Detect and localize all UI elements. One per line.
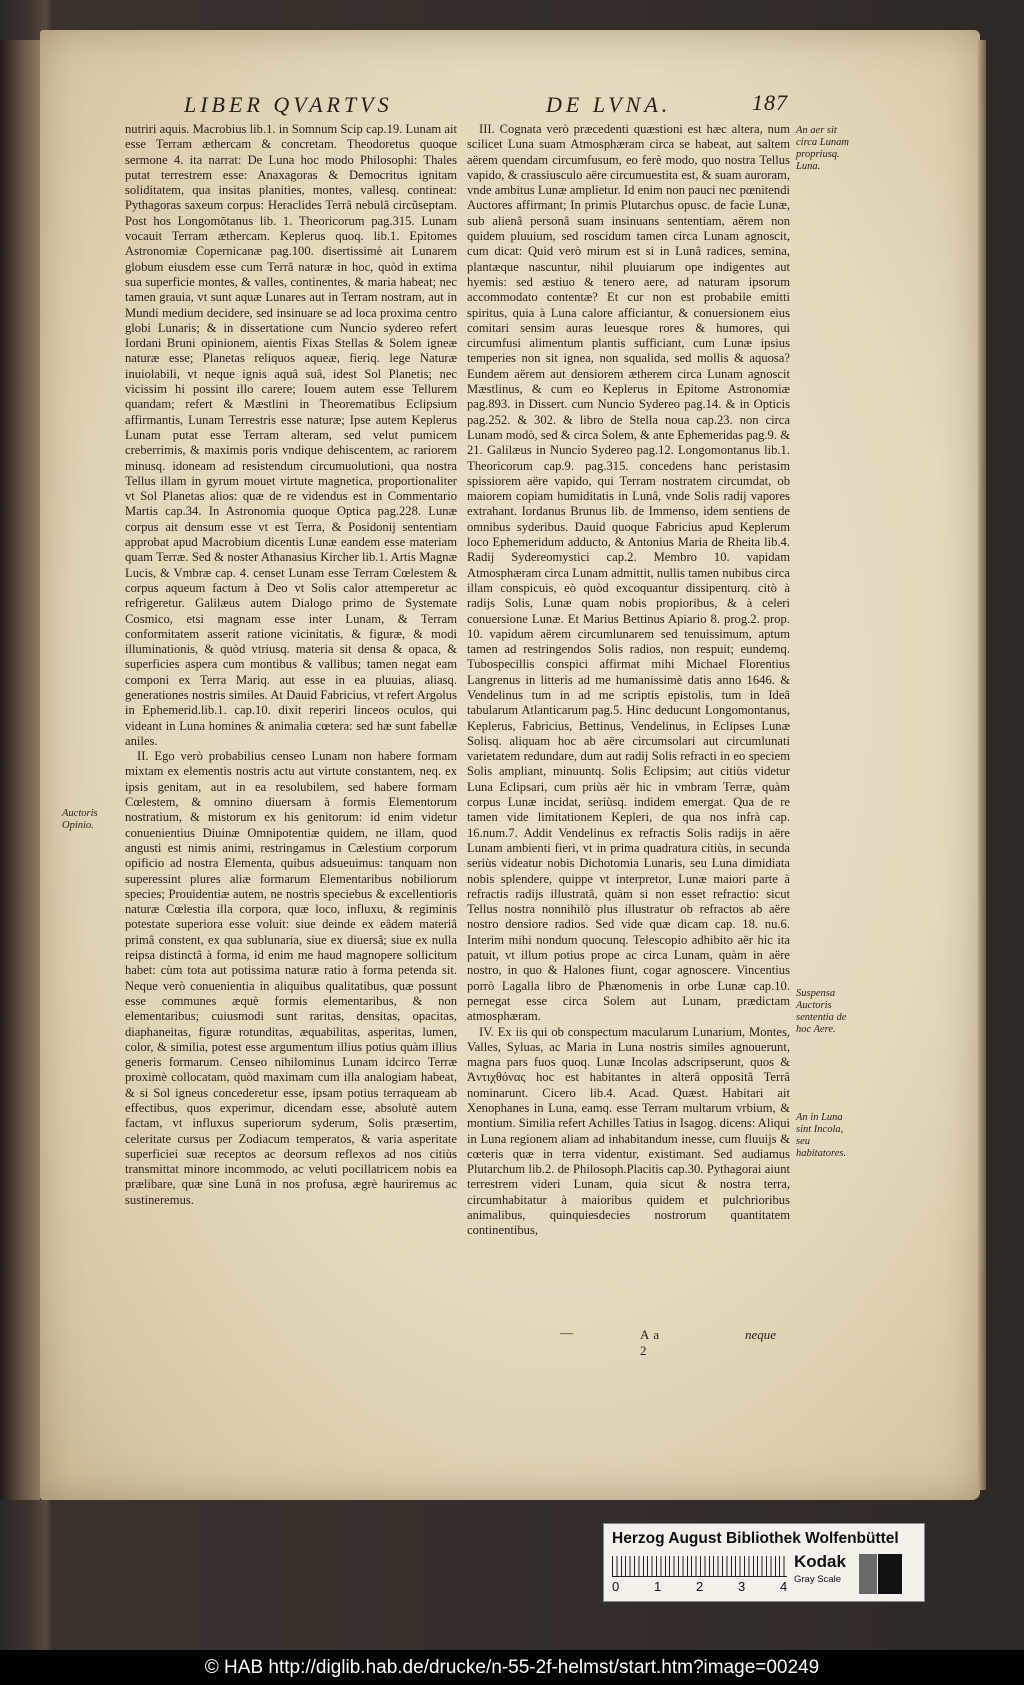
library-name: Herzog August Bibliothek Wolfenbüttel [612, 1530, 899, 1547]
copyright-bar: © HAB http://diglib.hab.de/drucke/n-55-2f-helmst/start.htm?image=00249 [0, 1650, 1024, 1685]
header-left: LIBER QVARTVS [184, 92, 393, 117]
right-column [467, 122, 790, 1239]
margin-note-aer: An aer sit circa Lunam propriusq. Luna. [796, 125, 849, 172]
black-swatch [878, 1554, 902, 1594]
right-paragraph-2: IV. Ex iis qui ob conspectum macularum Lunarium, Montes, Valles, Syluas, ac Maria in Luna nostris similes agnouerunt, magna pars fuos quoq. Lunæ Incolas adscripserunt, quos & Ἀντιχθόνας hoc est habitantes in alterâ oppositâ Terrâ nominarunt. Cicero lib.4. Acad. Quæst. Habitari ait Xenophanes in Luna, eamq. esse Terram multarum vrbium, & montium. Similia refert Achilles Tatius in Isagog. dicens: Aliqui in Luna regionem aliam ad inhabitandum inesse, cum fluuijs & cœteris quæ in terra videntur, existimant. Sed audiamus Plutarchum lib.2. de Philosoph.Placitis cap.30. Pythagorai aiunt terrestrem videri Lunam, quia sicut & nostra terra, circumhabitatur à maioribus quidem et pulchrioribus animalibus, quinquiesdecies nostrorum quantitatem continentibus, [467, 1024, 790, 1238]
gray-scale-label: Gray Scale [794, 1574, 841, 1585]
page-number: 187 [752, 90, 788, 115]
catchword: neque [745, 1327, 777, 1342]
margin-note-incola: An in Luna sint Incola, seu habitatores. [796, 1112, 847, 1159]
ruler-number: 4 [780, 1579, 788, 1594]
library-scale-card [603, 1523, 925, 1602]
footer-dash: — [560, 1325, 573, 1340]
margin-note-suspensa: Suspensa Auctoris sententia de hoc Aere. [796, 988, 847, 1035]
left-paragraph-2: II. Ego verò probabilius censeo Lunam non habere formam mixtam ex elementis nostris actu aut virtute constantem, neq. ex ipsis genitam, aut in ea resolubilem, sed habere formam Cœlestem, & omnino diuersam à formis Elementorum nostratium, & mistorum ex his genitorum: id enim videtur conuenientius Diuinæ Omnipotentiæ quidem, ne illam, quod angusti est nimis animi, restringamus in Cælestium corporum opificio ad nostra Elementa, quibus adsueuimus: tanquam non superessint plures aliæ formarum Elementaribus nobiliorum species; Prouidentiæ autem, ne nostris speciebus & excellentioris naturæ Cœlestia illa corpora, quæ loco, influxu, & regiminis potestate superiora esse voluit: siue deinde ex eâdem materiâ primâ constent, ex qua sublunaria, siue ex diuersâ; siue ex nulla reipsa distinctâ à forma, id enim me haud magnopere sollicitum habet: cùm tota aut potissima naturæ ratio à forma petenda sit. Neque verò conuenientia in aliquibus qualitatibus, quæ possunt esse communes æquè formis elementaribus, & non elementaribus; cuiusmodi sunt raritas, densitas, opacitas, diaphaneitas, figuræ rotunditas, æquabilitas, asperitas, lumen, color, & similia, potest esse argumentum illius potius quàm illius generis formarum. Censeo nihilominus Lunam idcirco Terræ proximè collocatam, quòd maximam cum illa analogiam habeat, & si Sol igneus concederetur esse, ipsam potius terraqueam ab effectibus, quos experimur, dicendam esse, absolutè autem factam, vt influxus superiorum syderum, Solis præsertim, celeritate cursus per Zodiacum temperatos, & varia asperitate superficiei suæ receptos ac deorsum reflexos ad nos citiùs transmittat minore incommodo, ac veluti pocillatricem nobis ea prælibare, quæ sine Lunâ in nos profusa, ægrè hauriremus ac sustineremus. [125, 749, 457, 1207]
ruler-number: 2 [696, 1579, 704, 1594]
facing-page-edge [0, 40, 41, 1500]
left-column [125, 122, 457, 1208]
ruler-number: 3 [738, 1579, 746, 1594]
running-header [180, 92, 800, 122]
gray-swatch [859, 1554, 877, 1594]
margin-note-auctoris: Auctoris Opinio. [62, 808, 98, 831]
left-paragraph-1: nutriri aquis. Macrobius lib.1. in Somnum Scip cap.19. Lunam ait esse Terram æthercam & concretam. Theodoretus quoque sermone 4. ita narrat: De Luna hoc modo Philosophi: Thales putat terrestrem esse: Anaxagoras & Democritus ignitam soliditatem, qua insitas planities, montes, vallesq. contineat: Pythagoras saxeum corpus: Heraclides Terrâ nebulâ circũseptam. Post hos Longomōtanus lib. 1. Theoricorum pag.315. Lunam vocauit Terram æthercam. Keplerus quoq. lib.1. Epitomes Astronomiæ Copernicanæ pag.100. disertissimè ait Lunarem globum eiusdem esse cum Terrâ naturæ in hoc, quòd in extima sua superficie montes, & valles, continentes, & maria habeat; nec tamen grauia, vt sunt aquæ Lunares aut in Terram nostram, aut in Mundi medium decidere, sed insinuare se ad loca proxima centro globi Lunaris; & in dissertatione cum Nuncio sydereo refert Iordani Bruni opinionem, aientis Fixas Stellas & Solem igneæ naturæ esse; Planetas reliquos aqueæ, fieriq. lege Naturæ inuiolabili, vt neque ignis aquâ suâ, idest Sol Planetis; nec vicissim hi possint illo carere; Iouem autem esse Tellurem quandam; refert & Mæstlini in Theorematibus Eclipsium affirmantis, Lunam Terrestris esse naturæ; Ipse autem Keplerus Lunam putat esse Terram alteram, sed velut pumicem creberrimis, & maximis poris vndique dehiscentem, ac rariorem minusq. idoneam ad resistendum circumuolutioni, qua nostra Tellus illam in gyrum mouet virtute magnetica, proportionaliter vt Sol Planetas alios: quæ de re videndus est in Commentario Martis cap.34. In Astronomia quoque Optica pag.228. Lunæ corpus ait densum esse vt est Terra, & Posidonij sententiam approbat apud Macrobium dicentis Lunæ eandem esse materiam quam Terræ. Sed & noster Athanasius Kircher lib.1. Artis Magnæ Lucis, & Vmbræ cap. 4. censet Lunam esse Terram Cœlestem & corpus aqueum factum à Deo vt Solis calor attemperetur ac refrigeretur. Galilæus autem Dialogo primo de Systemate Cosmico, etsi magnam esse inter Lunam, & Terram conformitatem asserit ratione vicinitatis, & figuræ, & modi illuminationis, & quòd vtriusq. materia sit densa & opaca, & superficies aspera cum montibus & vallibus; tamen negat eam componi ex Terra Mariq. aut esse in ea pluuias, aliasq. generationes nostris similes. At Dauid Fabricius, vt refert Argolus in Ephemerid.lib.1. cap.10. dixit reperiri linceos oculos, qui videant in Luna homines & animalia cœtera: sed hæ sunt fabellæ aniles. [125, 122, 457, 748]
right-paragraph-1: III. Cognata verò præcedenti quæstioni est hæc altera, num scilicet Luna suam Atmosphæram circa se habeat, aut saltem aërem quendam circumfusum, eo ferè modo, quo nostra Tellus vapido, & crassiusculo aëre circumuestita est, & suam auroram, vnde ambitus Lunæ amplietur. Id enim non pauci nec pœnitendi Auctores affirmant; In primis Plutarchus opusc. de facie Lunæ, sub alienâ personâ suam insinuans sententiam, aërem non quidem pluuium, sed roscidum tamen circa Lunam agnoscit, cum dicat: Quid verò mirum est si in Lunâ radices, semina, plantæque nascuntur, nihil pluuiarum ope indigentes aut hyemis: sed æstiuo & tenero aere, ad naturam ipsorum accommodato contentæ? Et cur non est probabile emitti spiritus, quia à Luna calore afficiantur, & conuersionem eius comitari sensim auras leuesque rores & humores, qui circumfusi alimentum plantis sufficiant, cum Lunæ ipsius temperies non sit ignea, non squalida, sed mollis & aquosa? Eundem aërem aut densiorem ætherem circa Lunam agnoscit Mæstlinus, & cum eo Keplerus in Epitome Astronomiæ pag.893. in Dissert. cum Nuncio Sydereo pag.14. & in Opticis pag.252. & 302. & libro de Stella noua cap.23. non circa Lunam modò, sed & circa Solem, & ante Ephemeridas pag.9. & 21. Galilæus in Nuncio Sydereo pag.12. Longomontanus lib.1. Theoricorum cap.9. pag.315. concedens hanc peristasim spissiorem aëre vapido, qui Terram nostratem circumdat, ob maiorem copiam humiditatis in Lunâ, vnde Solis radij vapores extrahant. Iordanus Brunus lib. de Immenso, idem sentiens de omnibus syderibus. Dauid quoque Fabricius apud Keplerum loco Ephemeridum adducto, & Antonius Maria de Rheita lib.4. Radij Sydereomystici cap.2. Membro 10. vapidam Atmosphæram circa Lunam admittit, nullis tamen nubibus circa illam conspicuis, eò quòd excoquantur dissipenturq. citò à radijs Solis, Lunæ quam nobis propioribus, & à celeri conuersione Lunæ. Et Marius Bettinus Apiario 8. prog.2. prop. 10. vapidum aërem circumlunarem sed tenuissimum, aptum tamen ad restringendos Solis radios, non respuit; eundemq. Tubospecillis conspici affirmat mihi Michael Florentius Langrenus in litteris ad me humanissimè datis anno 1646. & Vendelinus tum in ad me scriptis epistolis, tum in Ideâ tabularum Atlanticarum pag.5. Hinc deducunt Longomontanus, Keplerus, Fabricius, Bettinus, Vendelinus, in Eclipses Lunæ Solisq. aliquam hoc ab aëre circumsolari aut circumlunati varietatem redundare, dum aut radij Solis refracti in eo speciem Solis ampliant, minuuntq. Solis Eclipsim; aut citiùs videtur Luna Eclipsari, cum priùs aër hic in vmbram Terræ, quàm corpus Lunæ incidat, seriùsq. indidem emergat. Qua de re tamen vide limitationem Kepleri, de qua nos infrà cap. 16.num.7. Addit Vendelinus ex refractis Solis radijs in aëre Lunam ambienti fieri, vt in prima quadratura citiùs, in secunda seriùs videatur nobis Dichotomia Lunaris, seu Luna dimidiata nobis splendere, quippe vt interpretor, Lunæ maiori parte à refractis radijs illustratâ, quàm si non esset refractio: sicut Tellus nostra nonnihilò plus illustratur ob refractos ab aëre nostro densiore radios. Sed vide quæ dicam cap. 18. nu.6. Interim mihi nondum quocunq. Telescopio adhibito aër hic ita patuit, vt illum potius prope ac circa Lunam, quàm in aëre nostro, in quo & Halones fiunt, cogar agnoscere. Vincentius porrò Lagalla libro de Phænomenis in orbe Lunæ cap.10. pernegat esse circa Solem aut Lunam, prædictam atmosphæram. [467, 122, 790, 1024]
header-right: DE LVNA. [546, 92, 672, 117]
kodak-logo: Kodak [794, 1552, 846, 1571]
page-fore-edge [978, 40, 986, 1490]
signature-mark: Aa 2 [640, 1327, 664, 1358]
ruler-icon [612, 1556, 787, 1577]
ruler-number: 1 [654, 1579, 662, 1594]
ruler-number: 0 [612, 1579, 620, 1594]
